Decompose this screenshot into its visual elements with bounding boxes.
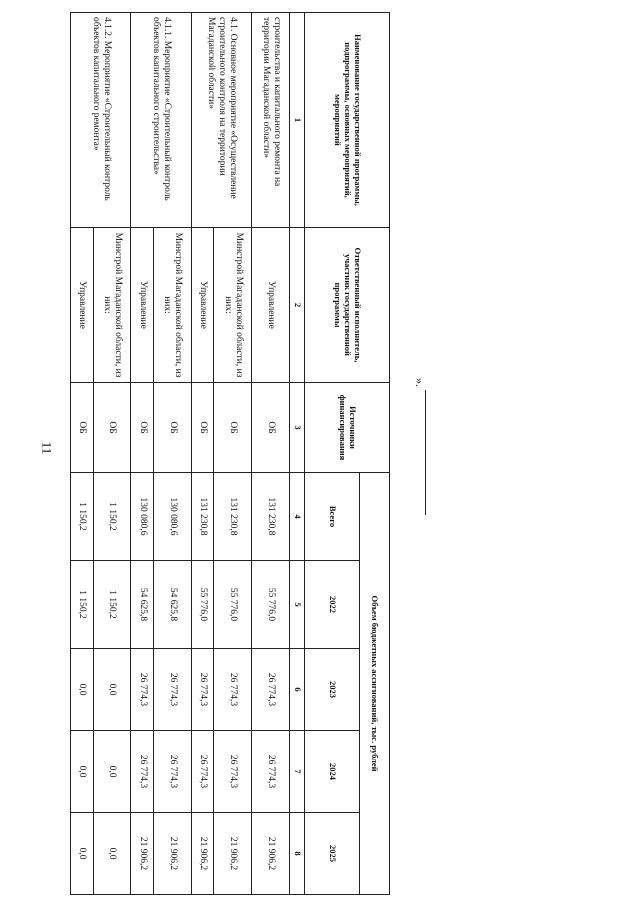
row-2024: 26 774,3 xyxy=(153,731,191,813)
table-row xyxy=(252,13,290,895)
row-name: 4.1.1. Мероприятие «Строительный контроль объектов капитального строительства» xyxy=(131,13,191,228)
closing-mark: ». xyxy=(413,378,427,387)
row-executor: Минстрой Магаданской области, из них: xyxy=(153,228,191,383)
row-2025: 0,0 xyxy=(71,813,94,895)
row-2024: 0,0 xyxy=(93,731,131,813)
row-total: 131 230,8 xyxy=(191,473,213,561)
row-source: ОБ xyxy=(131,383,153,473)
row-2022: 55 776,0 xyxy=(191,561,213,649)
header-budget-group: Объем бюджетных ассигнований, тыс. рублей xyxy=(360,473,390,895)
row-source: ОБ xyxy=(153,383,191,473)
row-2022: 55 776,0 xyxy=(214,561,252,649)
row-total: 1 150,2 xyxy=(71,473,94,561)
row-source: ОБ xyxy=(191,383,213,473)
row-2023: 26 774,3 xyxy=(214,649,252,731)
index-cell: 3 xyxy=(290,383,305,473)
table-row xyxy=(153,13,191,895)
row-2023: 26 774,3 xyxy=(153,649,191,731)
row-2025: 21 906,2 xyxy=(252,813,290,895)
table-row xyxy=(214,13,252,895)
header-2024: 2024 xyxy=(305,731,360,813)
index-cell: 8 xyxy=(290,813,305,895)
row-2024: 26 774,3 xyxy=(131,731,153,813)
row-name: строительства и капитального ремонта на территории Магаданской области» xyxy=(252,13,290,228)
row-2023: 26 774,3 xyxy=(131,649,153,731)
row-2024: 26 774,3 xyxy=(214,731,252,813)
row-source: ОБ xyxy=(93,383,131,473)
row-2023: 26 774,3 xyxy=(252,649,290,731)
row-2023: 26 774,3 xyxy=(191,649,213,731)
row-2022: 1 150,2 xyxy=(93,561,131,649)
table-row xyxy=(93,13,131,895)
row-2024: 26 774,3 xyxy=(252,731,290,813)
closing-line xyxy=(425,390,426,515)
row-total: 131 230,8 xyxy=(252,473,290,561)
page-number: 11 xyxy=(39,441,55,455)
header-2025: 2025 xyxy=(305,813,360,895)
row-2022: 55 776,0 xyxy=(252,561,290,649)
row-total: 130 080,6 xyxy=(131,473,153,561)
budget-table-container xyxy=(70,12,390,894)
row-source: ОБ xyxy=(214,383,252,473)
header-executor: Ответственный исполнитель, участник государственной программы xyxy=(305,228,390,383)
row-executor: Минстрой Магаданской области, из них: xyxy=(214,228,252,383)
row-2023: 0,0 xyxy=(93,649,131,731)
row-total: 1 150,2 xyxy=(93,473,131,561)
index-cell: 2 xyxy=(290,228,305,383)
header-source: Источники финансирования xyxy=(305,383,390,473)
row-name: 4.1.2. Мероприятие «Строительный контроль объектов капитального ремонта» xyxy=(71,13,132,228)
budget-table xyxy=(70,12,390,895)
row-executor: Минстрой Магаданской области, из них: xyxy=(93,228,131,383)
header-total: Всего xyxy=(305,473,360,561)
row-2025: 21 906,2 xyxy=(153,813,191,895)
row-2025: 21 906,2 xyxy=(214,813,252,895)
row-name: 4.1. Основное мероприятие «Осуществление строительного контроля на территории Магаданской области» xyxy=(191,13,251,228)
row-source: ОБ xyxy=(71,383,94,473)
row-2024: 0,0 xyxy=(71,731,94,813)
row-total: 131 230,8 xyxy=(214,473,252,561)
row-2025: 21 906,2 xyxy=(131,813,153,895)
header-2023: 2023 xyxy=(305,649,360,731)
row-2022: 54 625,8 xyxy=(131,561,153,649)
row-executor: Управление xyxy=(131,228,153,383)
index-cell: 7 xyxy=(290,731,305,813)
row-2022: 54 625,8 xyxy=(153,561,191,649)
row-executor: Управление xyxy=(191,228,213,383)
row-2025: 0,0 xyxy=(93,813,131,895)
row-2022: 1 150,2 xyxy=(71,561,94,649)
index-cell: 5 xyxy=(290,561,305,649)
row-2025: 21 906,2 xyxy=(191,813,213,895)
row-total: 130 080,6 xyxy=(153,473,191,561)
index-cell: 6 xyxy=(290,649,305,731)
row-2023: 0,0 xyxy=(71,649,94,731)
index-cell: 1 xyxy=(290,13,305,228)
row-2024: 26 774,3 xyxy=(191,731,213,813)
row-source: ОБ xyxy=(252,383,290,473)
row-executor: Управление xyxy=(71,228,94,383)
row-executor: Управление xyxy=(252,228,290,383)
header-name: Наименование государственной программы, подпрограммы, основных мероприятий, мероприятий xyxy=(305,13,390,228)
header-2022: 2022 xyxy=(305,561,360,649)
index-cell: 4 xyxy=(290,473,305,561)
